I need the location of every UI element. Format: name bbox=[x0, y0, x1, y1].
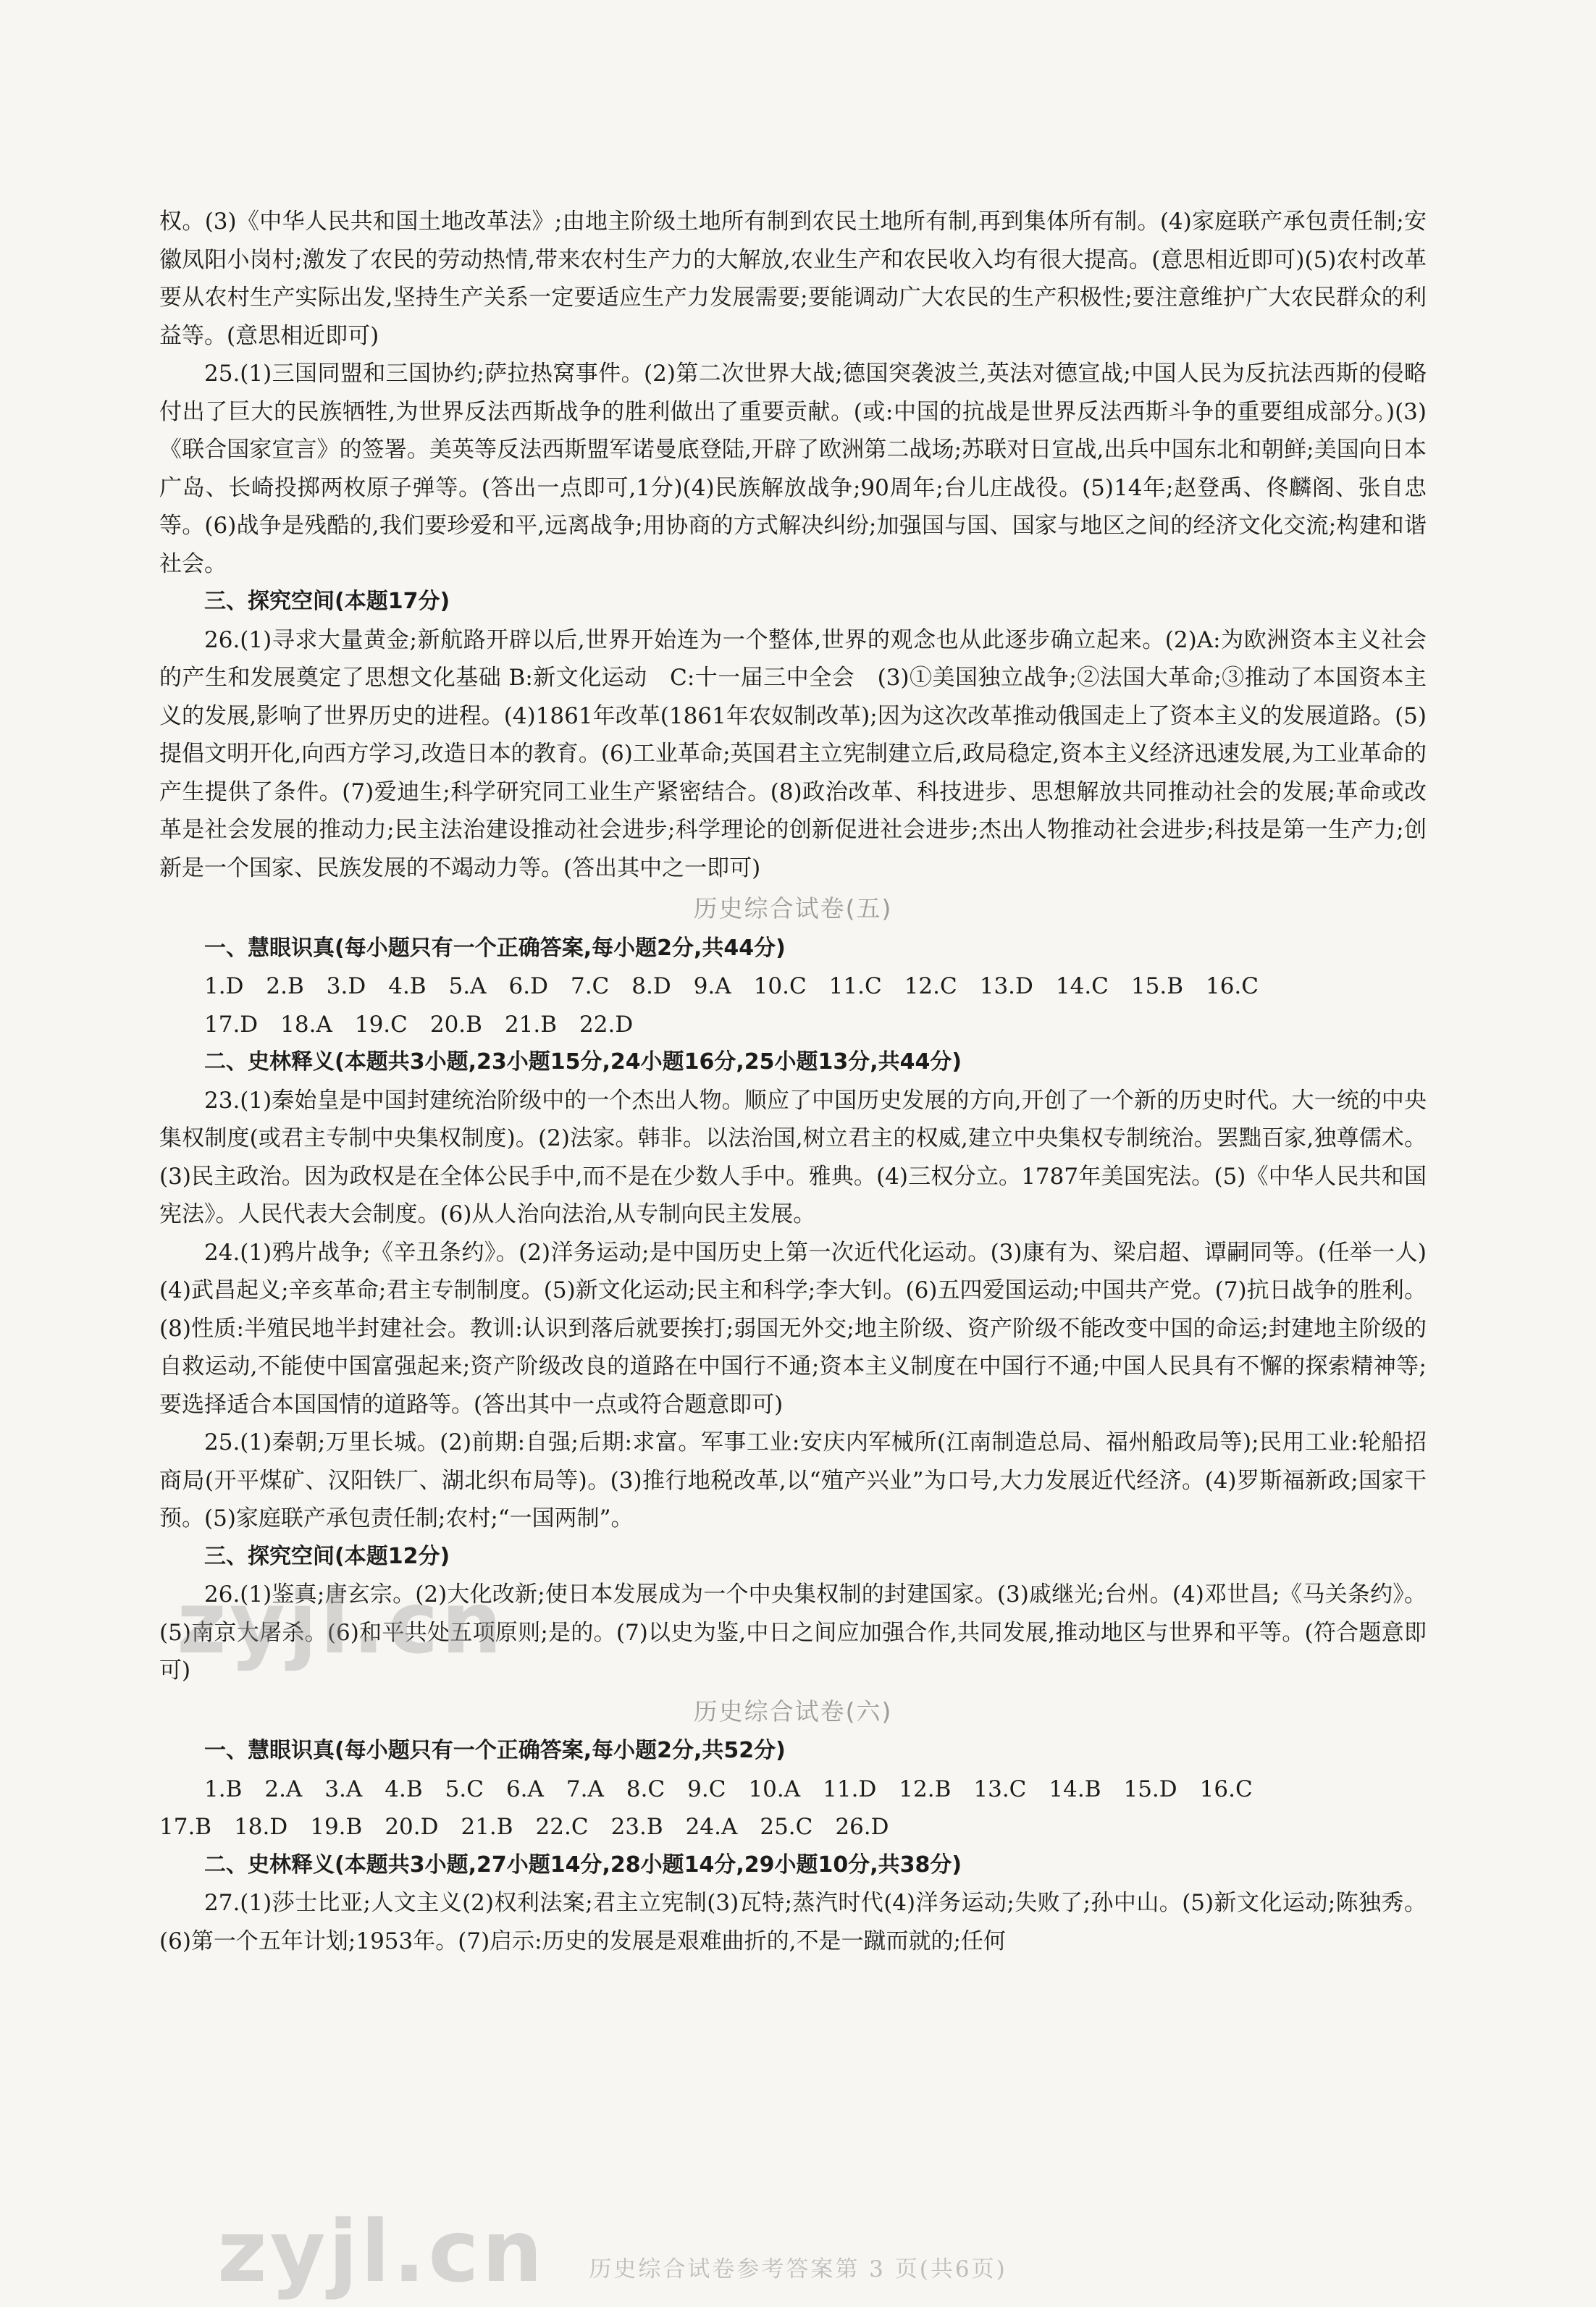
section-heading: 二、史林释义(本题共3小题,23小题15分,24小题16分,25小题13分,共44分) bbox=[204, 1049, 962, 1075]
exam-title: 历史综合试卷(五) bbox=[693, 894, 893, 923]
paragraph: 24.(1)鸦片战争;《辛丑条约》。(2)洋务运动;是中国历史上第一次近代化运动。(3)康有为、梁启超、谭嗣同等。(任举一人)(4)武昌起义;辛亥革命;君主专制制度。(5)新文化运动;民主和科学;李大钊。(6)五四爱国运动;中国共产党。(7)抗日战争的胜利。(8)性质:半殖民地半封建社会。教训:认识到落后就要挨打;弱国无外交;地主阶级、资产阶级不能改变中国的命运;封建地主阶级的自救运动,不能使中国富强起来;资产阶级改良的道路在中国行不通;资本主义制度在中国行不通;中国人民具有不懈的探索精神等;要选择适合本国国情的道路等。(答出其中一点或符合题意即可) bbox=[159, 1239, 1427, 1418]
paragraph: 27.(1)莎士比亚;人文主义(2)权利法案;君主立宪制(3)瓦特;蒸汽时代(4)洋务运动;失败了;孙中山。(5)新文化运动;陈独秀。(6)第一个五年计划;1953年。(7)启示:历史的发展是艰难曲折的,不是一蹴而就的;任何 bbox=[159, 1890, 1427, 1954]
section-heading: 三、探究空间(本题12分) bbox=[204, 1543, 450, 1569]
paragraph: 25.(1)秦朝;万里长城。(2)前期:自强;后期:求富。军事工业:安庆内军械所(江南制造总局、福州船政局等);民用工业:轮船招商局(开平煤矿、汉阳铁厂、湖北织布局等)。(3)推行地税改革,以“殖产兴业”为口号,大力发展近代经济。(4)罗斯福新政;国家干预。(5)家庭联产承包责任制;农村;“一国两制”。 bbox=[159, 1429, 1427, 1531]
watermark: zyjl.cn bbox=[177, 1573, 505, 1673]
section-heading: 三、探究空间(本题17分) bbox=[204, 589, 450, 614]
answer-content bbox=[159, 203, 1427, 1960]
watermark: zyjl.cn bbox=[217, 2201, 546, 2301]
section-heading: 一、慧眼识真(每小题只有一个正确答案,每小题2分,共44分) bbox=[204, 935, 786, 961]
answer-key-line: 1.D 2.B 3.D 4.B 5.A 6.D 7.C 8.D 9.A 10.C 11.C 12.C 13.D 14.C 15.B 16.C bbox=[204, 973, 1259, 999]
paragraph: 权。(3)《中华人民共和国土地改革法》;由地主阶级土地所有制到农民土地所有制,再到集体所有制。(4)家庭联产承包责任制;安徽凤阳小岗村;激发了农民的劳动热情,带来农村生产力的大解放,农业生产和农民收入均有很大提高。(意思相近即可)(5)农村改革要从农村生产实际出发,坚持生产关系一定要适应生产力发展需要;要能调动广大农民的生产积极性;要注意维护广大农民群众的利益等。(意思相近即可) bbox=[159, 209, 1427, 349]
paragraph: 25.(1)三国同盟和三国协约;萨拉热窝事件。(2)第二次世界大战;德国突袭波兰,英法对德宣战;中国人民为反抗法西斯的侵略付出了巨大的民族牺牲,为世界反法西斯战争的胜利做出了重要贡献。(或:中国的抗战是世界反法西斯斗争的重要组成部分。)(3)《联合国家宣言》的签署。美英等反法西斯盟军诺曼底登陆,开辟了欧洲第二战场;苏联对日宣战,出兵中国东北和朝鲜;美国向日本广岛、长崎投掷两枚原子弹等。(答出一点即可,1分)(4)民族解放战争;90周年;台儿庄战役。(5)14年;赵登禹、佟麟阁、张自忠等。(6)战争是残酷的,我们要珍爱和平,远离战争;用协商的方式解决纠纷;加强国与国、国家与地区之间的经济文化交流;构建和谐社会。 bbox=[159, 361, 1427, 577]
page-footer: 历史综合试卷参考答案第 3 页(共6页) bbox=[589, 2256, 1007, 2282]
paragraph: 26.(1)鉴真;唐玄宗。(2)大化改新;使日本发展成为一个中央集权制的封建国家。(3)戚继光;台州。(4)邓世昌;《马关条约》。(5)南京大屠杀。(6)和平共处五项原则;是的。(7)以史为鉴,中日之间应加强合作,共同发展,推动地区与世界和平等。(符合题意即可) bbox=[159, 1581, 1427, 1684]
section-heading: 一、慧眼识真(每小题只有一个正确答案,每小题2分,共52分) bbox=[204, 1738, 786, 1763]
exam-title: 历史综合试卷(六) bbox=[693, 1697, 893, 1726]
section-heading: 二、史林释义(本题共3小题,27小题14分,28小题14分,29小题10分,共38分) bbox=[204, 1852, 962, 1878]
answer-key-line: 17.D 18.A 19.C 20.B 21.B 22.D bbox=[204, 1011, 634, 1038]
answer-key-line: 17.B 18.D 19.B 20.D 21.B 22.C 23.B 24.A 25.C 26.D bbox=[159, 1814, 889, 1840]
paragraph: 26.(1)寻求大量黄金;新航路开辟以后,世界开始连为一个整体,世界的观念也从此逐步确立起来。(2)A:为欧洲资本主义社会的产生和发展奠定了思想文化基础 B:新文化运动 C:十一届三中全会 (3)①美国独立战争;②法国大革命;③推动了本国资本主义的发展,影响了世界历史的进程。(4)1861年改革(1861年农奴制改革);因为这次改革推动俄国走上了资本主义的发展道路。(5)提倡文明开化,向西方学习,改造日本的教育。(6)工业革命;英国君主立宪制建立后,政局稳定,资本主义经济迅速发展,为工业革命的产生提供了条件。(7)爱迪生;科学研究同工业生产紧密结合。(8)政治改革、科技进步、思想解放共同推动社会的发展;革命或改革是社会发展的推动力;民主法治建设推动社会进步;科学理论的创新促进社会进步;杰出人物推动社会进步;科技是第一生产力;创新是一个国家、民族发展的不竭动力等。(答出其中之一即可) bbox=[159, 626, 1427, 881]
answer-key-line: 1.B 2.A 3.A 4.B 5.C 6.A 7.A 8.C 9.C 10.A 11.D 12.B 13.C 14.B 15.D 16.C bbox=[204, 1776, 1253, 1802]
paragraph: 23.(1)秦始皇是中国封建统治阶级中的一个杰出人物。顺应了中国历史发展的方向,开创了一个新的历史时代。大一统的中央集权制度(或君主专制中央集权制度)。(2)法家。韩非。以法治国,树立君主的权威,建立中央集权专制统治。罢黜百家,独尊儒术。(3)民主政治。因为政权是在全体公民手中,而不是在少数人手中。雅典。(4)三权分立。1787年美国宪法。(5)《中华人民共和国宪法》。人民代表大会制度。(6)从人治向法治,从专制向民主发展。 bbox=[159, 1087, 1427, 1227]
